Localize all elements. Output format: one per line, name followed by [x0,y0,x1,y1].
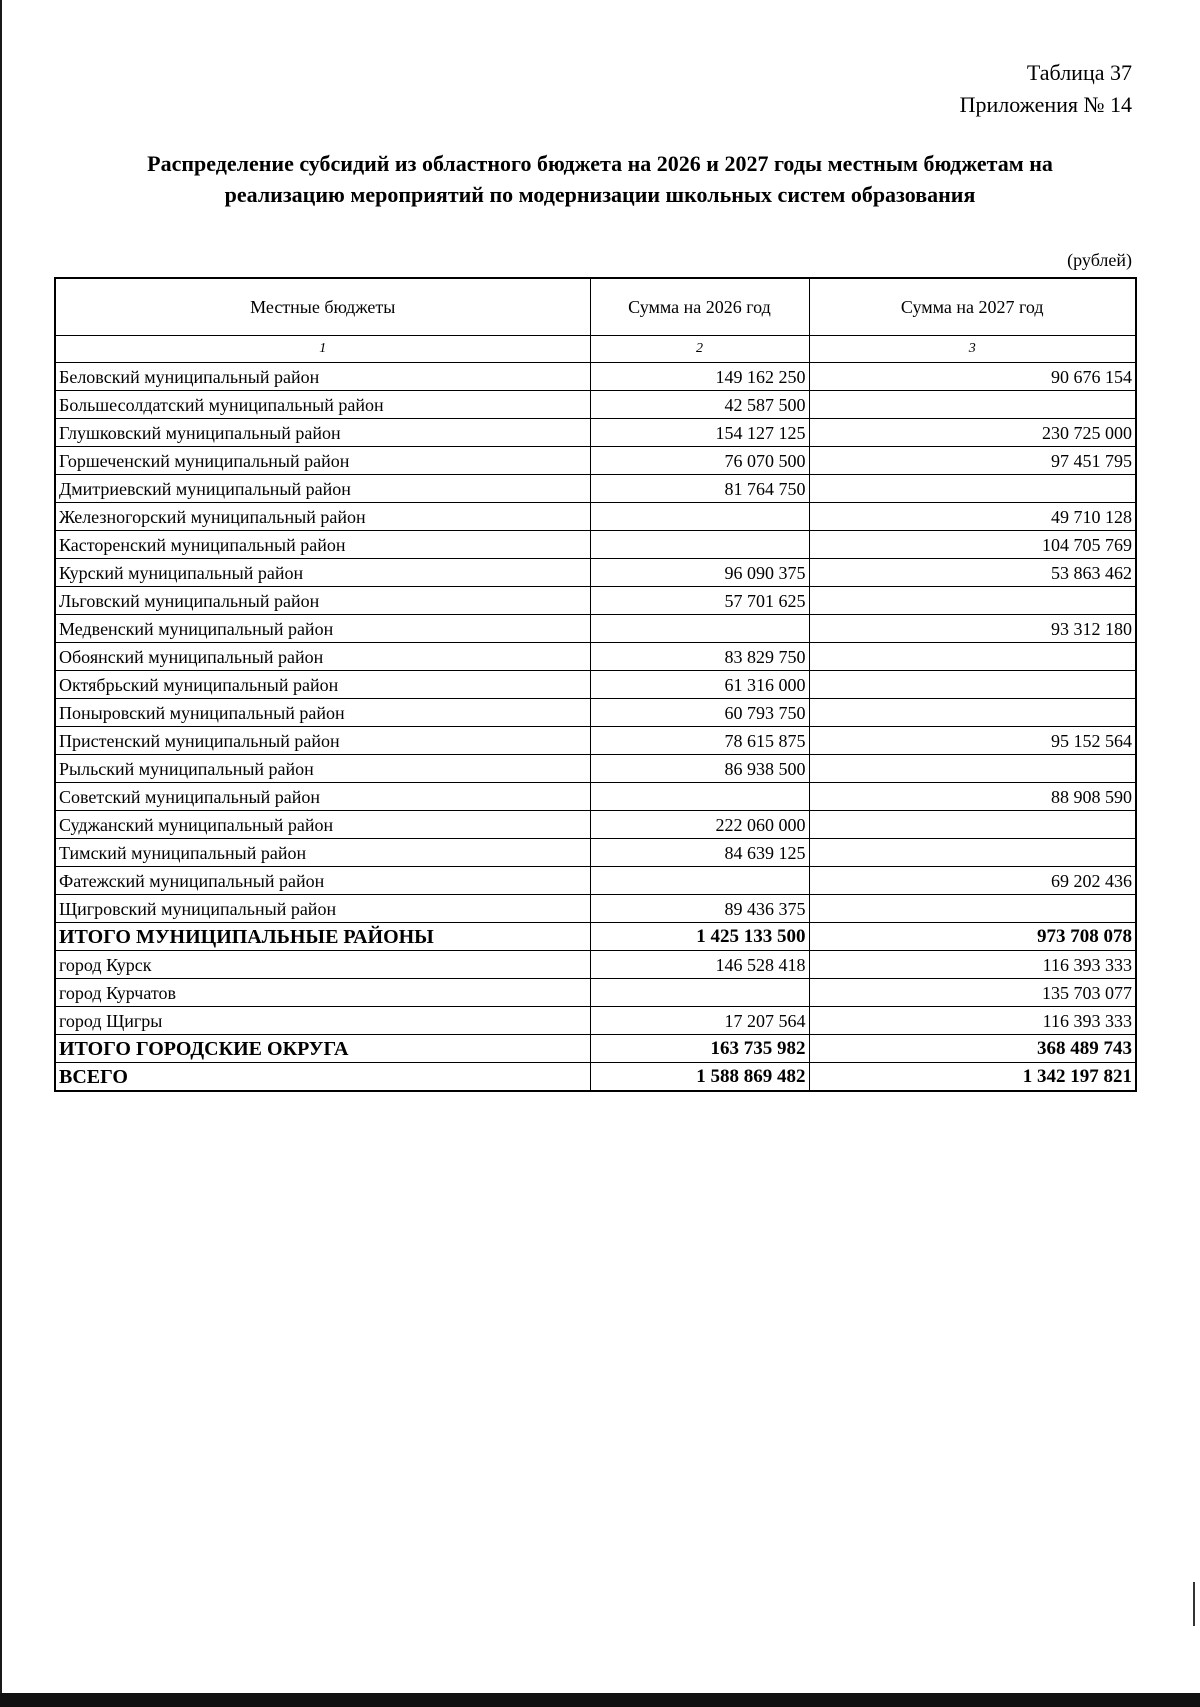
table-row [55,951,1136,979]
table-row [55,475,1136,503]
amount-2027-cell: 368 489 743 [809,1035,1136,1063]
amount-2027-cell [809,391,1136,419]
amount-2027-cell [809,811,1136,839]
budget-name-cell: ИТОГО ГОРОДСКИЕ ОКРУГА [55,1035,590,1063]
amount-2027-cell: 973 708 078 [809,923,1136,951]
table-row [55,895,1136,923]
table-row [55,811,1136,839]
amount-2026-cell: 57 701 625 [590,587,809,615]
column-number-2: 2 [590,336,809,363]
table-row [55,503,1136,531]
budget-name-cell: Поныровский муниципальный район [55,699,590,727]
budget-name-cell: Большесолдатский муниципальный район [55,391,590,419]
budget-name-cell: Горшеченский муниципальный район [55,447,590,475]
column-number-1: 1 [55,336,590,363]
amount-2026-cell [590,783,809,811]
budget-name-cell: Беловский муниципальный район [55,363,590,391]
column-number-row [55,336,1136,363]
amount-2026-cell: 96 090 375 [590,559,809,587]
amount-2027-cell [809,671,1136,699]
amount-2027-cell [809,643,1136,671]
table-row [55,867,1136,895]
title-line-2: реализацию мероприятий по модернизации школьных систем образования [224,182,976,207]
table-row [55,727,1136,755]
budget-name-cell: город Курск [55,951,590,979]
budget-name-cell: Щигровский муниципальный район [55,895,590,923]
budget-name-cell: Обоянский муниципальный район [55,643,590,671]
table-row [55,615,1136,643]
amount-2026-cell: 42 587 500 [590,391,809,419]
budget-name-cell: ВСЕГО [55,1063,590,1092]
amount-2026-cell: 86 938 500 [590,755,809,783]
table-row [55,587,1136,615]
amount-2026-cell: 222 060 000 [590,811,809,839]
budget-name-cell: Тимский муниципальный район [55,839,590,867]
amount-2027-cell [809,755,1136,783]
amount-2027-cell: 69 202 436 [809,867,1136,895]
table-row [55,531,1136,559]
amount-2027-cell [809,587,1136,615]
budget-name-cell: Фатежский муниципальный район [55,867,590,895]
table-label: Таблица 37 [1026,60,1132,85]
amount-2027-cell: 53 863 462 [809,559,1136,587]
budget-name-cell: Октябрьский муниципальный район [55,671,590,699]
budget-name-cell: Курский муниципальный район [55,559,590,587]
budget-name-cell: Советский муниципальный район [55,783,590,811]
amount-2026-cell: 83 829 750 [590,643,809,671]
amount-2026-cell: 60 793 750 [590,699,809,727]
left-scan-border [0,0,2,1707]
budget-table [54,277,1137,1092]
budget-name-cell: город Щигры [55,1007,590,1035]
budget-name-cell: Дмитриевский муниципальный район [55,475,590,503]
total-row [55,1063,1136,1092]
amount-2026-cell: 78 615 875 [590,727,809,755]
table-row [55,363,1136,391]
table-row [55,755,1136,783]
column-number-3: 3 [809,336,1136,363]
column-header-2026: Сумма на 2026 год [590,278,809,336]
amount-2026-cell: 1 425 133 500 [590,923,809,951]
amount-2027-cell: 135 703 077 [809,979,1136,1007]
title-line-1: Распределение субсидий из областного бюджета на 2026 и 2027 годы местным бюджетам на [147,151,1053,176]
budget-name-cell: Льговский муниципальный район [55,587,590,615]
budget-name-cell: Глушковский муниципальный район [55,419,590,447]
amount-2027-cell [809,475,1136,503]
budget-name-cell: город Курчатов [55,979,590,1007]
total-row [55,1035,1136,1063]
right-scan-mark [1193,1582,1195,1626]
appendix-label: Приложения № 14 [959,92,1132,117]
amount-2026-cell: 61 316 000 [590,671,809,699]
amount-2027-cell: 49 710 128 [809,503,1136,531]
budget-name-cell: Касторенский муниципальный район [55,531,590,559]
amount-2026-cell: 89 436 375 [590,895,809,923]
amount-2027-cell [809,699,1136,727]
amount-2026-cell: 84 639 125 [590,839,809,867]
amount-2026-cell: 154 127 125 [590,419,809,447]
table-row [55,979,1136,1007]
budget-name-cell: Пристенский муниципальный район [55,727,590,755]
amount-2026-cell: 149 162 250 [590,363,809,391]
amount-2027-cell: 97 451 795 [809,447,1136,475]
amount-2026-cell [590,979,809,1007]
amount-2026-cell: 76 070 500 [590,447,809,475]
units-label: (рублей) [1067,250,1132,270]
budget-name-cell: Медвенский муниципальный район [55,615,590,643]
table-row [55,783,1136,811]
amount-2026-cell: 17 207 564 [590,1007,809,1035]
amount-2026-cell [590,531,809,559]
amount-2027-cell: 90 676 154 [809,363,1136,391]
amount-2026-cell: 163 735 982 [590,1035,809,1063]
table-row [55,391,1136,419]
table-row [55,419,1136,447]
amount-2026-cell [590,867,809,895]
table-header-row [55,278,1136,336]
total-row [55,923,1136,951]
table-row [55,643,1136,671]
table-row [55,699,1136,727]
amount-2027-cell: 93 312 180 [809,615,1136,643]
amount-2026-cell [590,615,809,643]
table-row [55,1007,1136,1035]
amount-2027-cell: 1 342 197 821 [809,1063,1136,1092]
amount-2027-cell [809,839,1136,867]
table-row [55,671,1136,699]
document-title [70,148,1130,210]
budget-name-cell: ИТОГО МУНИЦИПАЛЬНЫЕ РАЙОНЫ [55,923,590,951]
amount-2026-cell: 146 528 418 [590,951,809,979]
budget-name-cell: Железногорский муниципальный район [55,503,590,531]
amount-2027-cell: 95 152 564 [809,727,1136,755]
amount-2027-cell: 116 393 333 [809,1007,1136,1035]
amount-2027-cell: 88 908 590 [809,783,1136,811]
budget-name-cell: Рыльский муниципальный район [55,755,590,783]
table-row [55,447,1136,475]
table-row [55,839,1136,867]
amount-2027-cell [809,895,1136,923]
table-body [55,363,1136,1092]
budget-name-cell: Суджанский муниципальный район [55,811,590,839]
amount-2027-cell: 116 393 333 [809,951,1136,979]
amount-2027-cell: 230 725 000 [809,419,1136,447]
table-row [55,559,1136,587]
amount-2027-cell: 104 705 769 [809,531,1136,559]
bottom-scan-border [0,1693,1200,1707]
amount-2026-cell: 81 764 750 [590,475,809,503]
column-header-budgets: Местные бюджеты [55,278,590,336]
amount-2026-cell: 1 588 869 482 [590,1063,809,1092]
amount-2026-cell [590,503,809,531]
column-header-2027: Сумма на 2027 год [809,278,1136,336]
